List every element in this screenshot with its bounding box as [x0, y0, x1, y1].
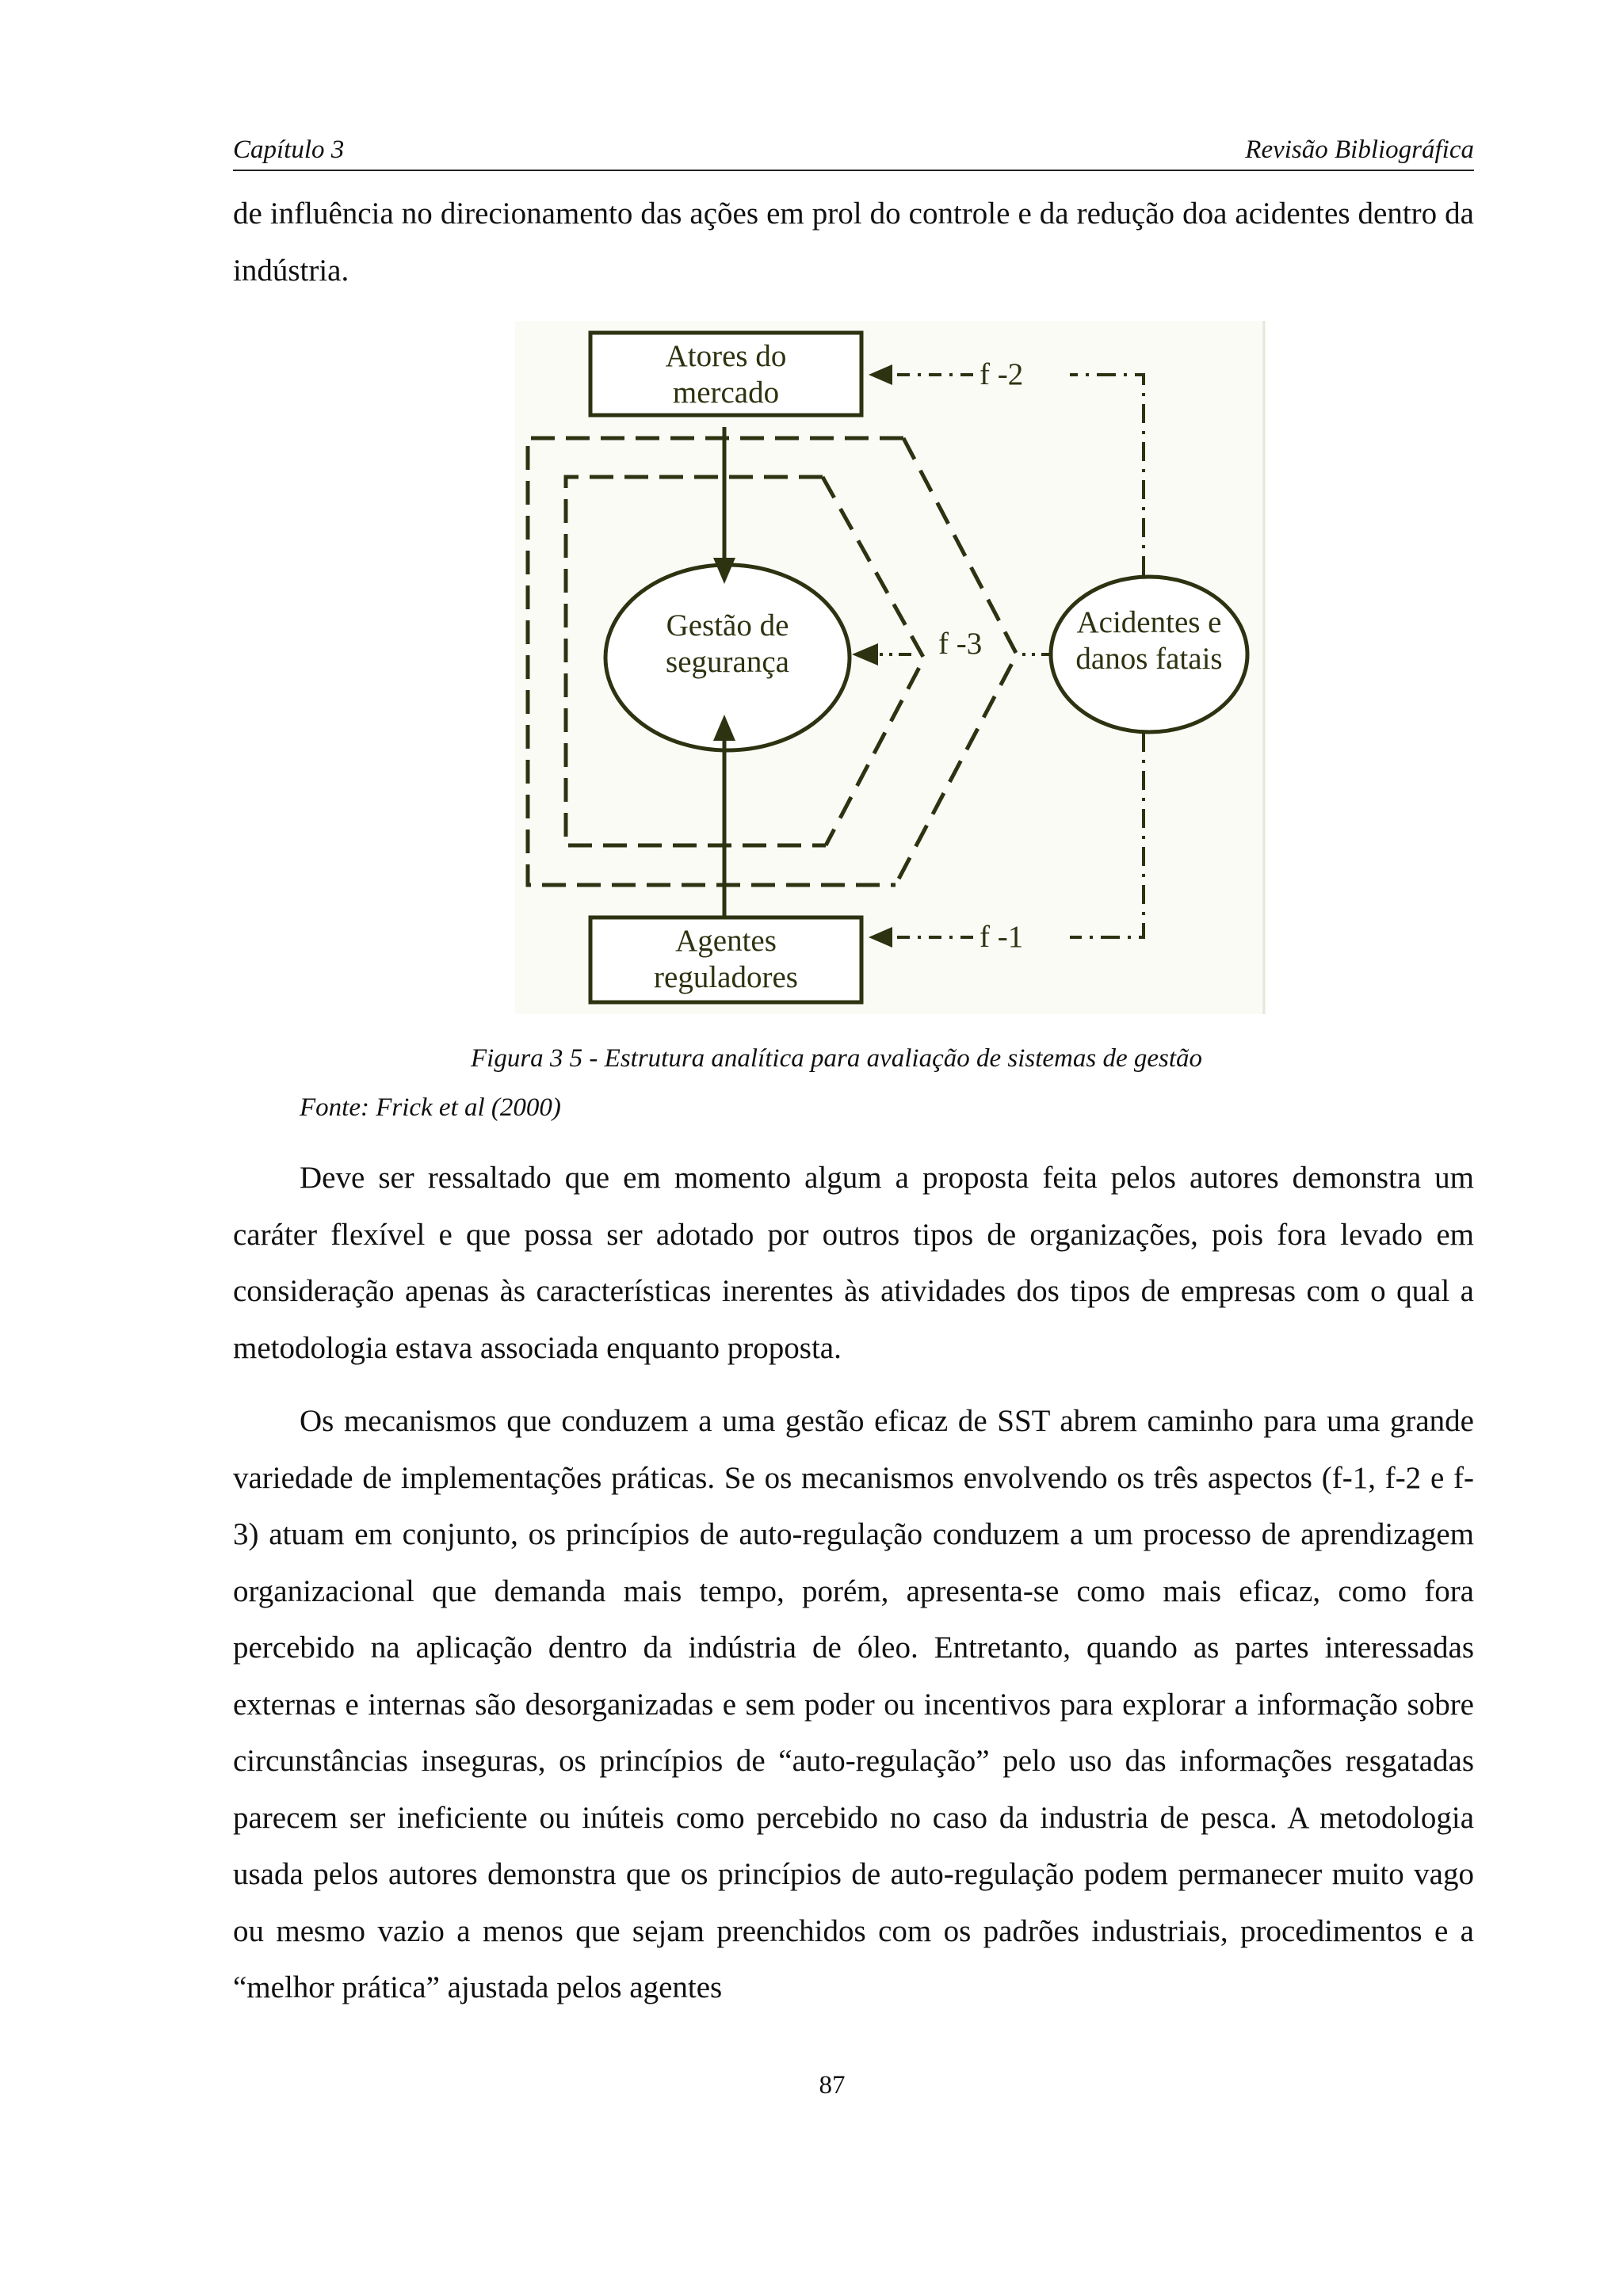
intro-paragraph: de influência no direcionamento das ações em prol do controle e da redução doa acidentes dentro da indústria. — [233, 196, 1474, 288]
market-actors-label: Atores do mercado — [665, 339, 787, 410]
page-header — [233, 133, 1474, 171]
safety-management-label: Gestão de segurança — [666, 608, 789, 679]
regulatory-agents-label: Agentes reguladores — [654, 924, 798, 994]
section-label: Revisão Bibliográfica — [1245, 135, 1474, 164]
body-paragraph-2: Os mecanismos que conduzem a uma gestão eficaz de SST abrem caminho para uma grande variedade de implementações práticas. Se os mecanismos envolvendo os três aspectos (f-1, f-2 e f-3) atuam em conjunto, os princípios de auto-regulação conduzem a um processo de aprendizagem organizacional que demanda mais tempo, porém, apresenta-se como mais eficaz, como fora percebido na aplicação dentro da indústria de óleo. Entretanto, quando as partes interessadas externas e internas são desorganizadas e sem poder ou incentivos para explorar a informação sobre circunstâncias inseguras, os princípios de “auto-regulação” pelo uso das informações resgatadas parecem ser ineficiente ou inúteis como percebido no caso da industria de pesca. A metodologia usada pelos autores demonstra que os princípios de auto-regulação podem permanecer muito vago ou mesmo vazio a menos que sejam preenchidos com os padrões industriais, procedimentos e a “melhor prática” ajustada pelos agentes — [233, 1404, 1474, 2004]
accidents-label: Acidentes e danos fatais — [1075, 605, 1223, 676]
chapter-label: Capítulo 3 — [233, 135, 345, 164]
page-number: 87 — [819, 2071, 846, 2100]
analytical-framework-diagram — [515, 321, 1268, 1018]
f3-label: f -3 — [938, 627, 983, 661]
body-paragraph-1: Deve ser ressaltado que em momento algum a proposta feita pelos autores demonstra um caráter flexível e que possa ser adotado por outros tipos de organizações, pois fora levado em consideração apenas às características inerentes às atividades dos tipos de empresas com o qual a metodologia estava associada enquanto proposta. — [233, 1161, 1474, 1365]
f1-label: f -1 — [980, 920, 1024, 954]
f2-label: f -2 — [980, 357, 1024, 391]
figure-caption: Figura 3 5 - Estrutura analítica para avaliação de sistemas de gestão — [471, 1044, 1203, 1073]
figure-source: Fonte: Frick et al (2000) — [300, 1093, 561, 1122]
